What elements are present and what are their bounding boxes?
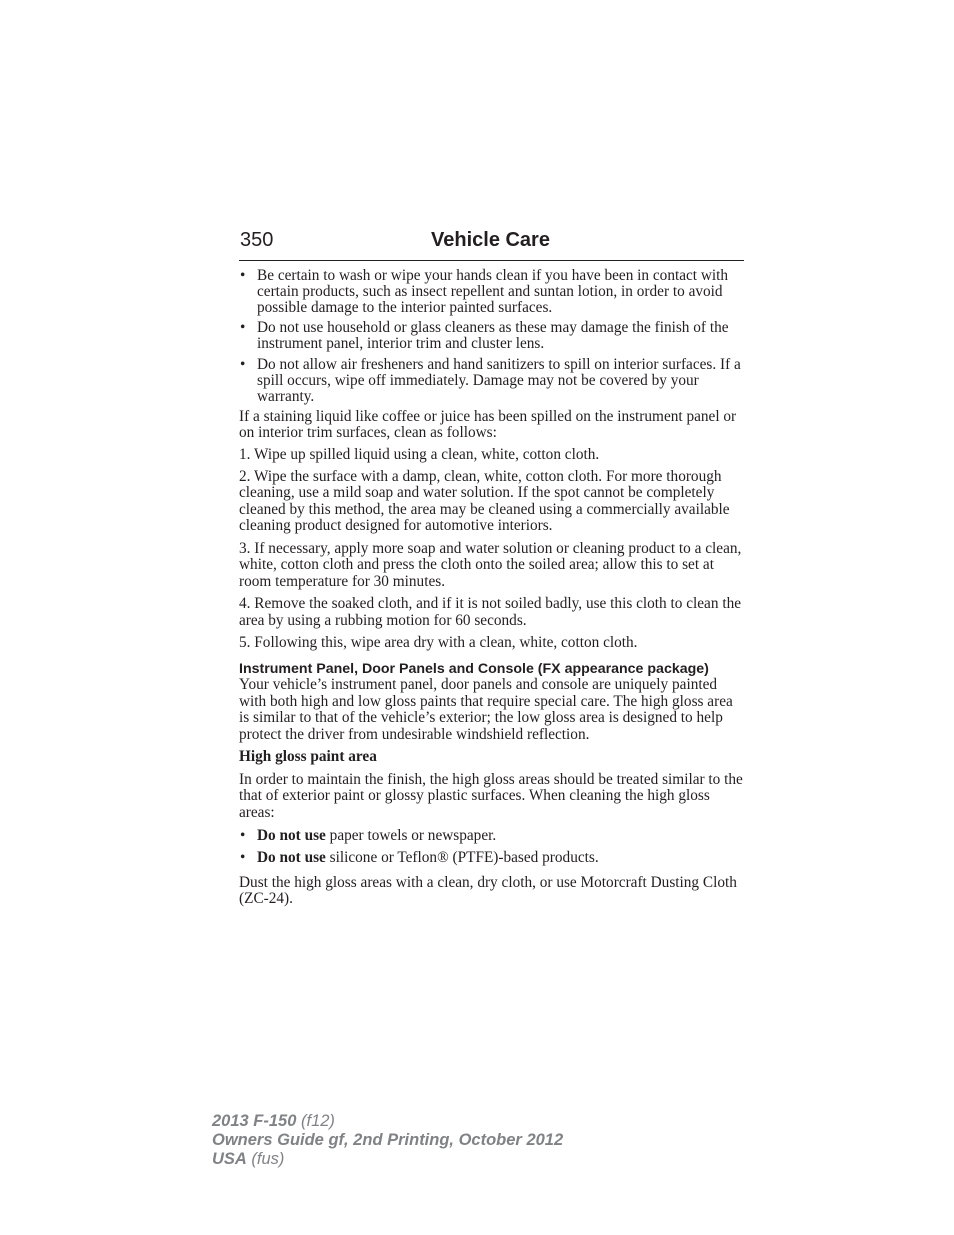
fx-intro: Your vehicle’s instrument panel, door panels and console are uniquely painted with both high and low gloss paints that require special care. The high gloss area is similar to that of the vehicle’s exterior; the low gloss area is designed to help protect the driver from undesirable windshield reflection. — [239, 676, 733, 743]
page-number: 350 — [240, 229, 274, 251]
maintain-text: In order to maintain the finish, the high gloss areas should be treated similar to the that of exterior paint or glossy plastic surfaces. When cleaning the high gloss areas: — [239, 770, 743, 821]
list-item: • Do not allow air fresheners and hand sanitizers to spill on interior surfaces. If a spill occurs, wipe off immediately. Damage may not be covered by your warranty. — [240, 355, 741, 405]
footer-model-line: 2013 F-150 (f12) — [212, 1112, 335, 1130]
bullet-icon: • — [240, 267, 246, 284]
footer-region-line: USA (fus) — [212, 1150, 285, 1168]
precautions-list — [239, 268, 745, 404]
list-item: • Do not use household or glass cleaners as these may damage the finish of the instrument panel, interior trim and cluster lens. — [240, 319, 729, 353]
footer-guide-line: Owners Guide gf, 2nd Printing, October 2012 — [212, 1131, 564, 1149]
step-4: 4. Remove the soaked cloth, and if it is not soiled badly, use this cloth to clean the area by using a rubbing motion for 60 seconds. — [239, 595, 742, 629]
section-title: Vehicle Care — [431, 229, 550, 251]
step-5: 5. Following this, wipe area dry with a clean, white, cotton cloth. — [239, 634, 638, 652]
page-footer — [212, 1112, 563, 1169]
fx-section-heading: Instrument Panel, Door Panels and Console (FX appearance package) — [239, 661, 709, 678]
bullet-icon: • — [240, 355, 246, 373]
page-body — [239, 268, 745, 908]
step-3: 3. If necessary, apply more soap and water solution or cleaning product to a clean, white, cotton cloth and press the cloth onto the soiled area; allow this to set at room temperature for 30 minutes. — [239, 539, 742, 590]
step-2: 2. Wipe the surface with a damp, clean, white, cotton cloth. For more thorough cleaning, use a mild soap and water solution. If the spot cannot be completely cleaned by this method, the area may be cleaned using a commercially available cleaning product designed for automotive interiors. — [239, 467, 730, 535]
list-item: • Do not use paper towels or newspaper. — [240, 827, 497, 845]
page-header — [239, 228, 744, 261]
stain-intro: If a staining liquid like coffee or juice has been spilled on the instrument panel or on interior trim surfaces, clean as follows: — [239, 408, 737, 442]
dust-text: Dust the high gloss areas with a clean, dry cloth, or use Motorcraft Dusting Cloth (ZC-24). — [239, 873, 737, 908]
step-1: 1. Wipe up spilled liquid using a clean, white, cotton cloth. — [239, 445, 600, 463]
bullet-icon: • — [240, 827, 246, 845]
bullet-icon: • — [240, 849, 246, 867]
cleaning-steps — [239, 447, 745, 651]
list-item: • Be certain to wash or wipe your hands clean if you have been in contact with certain products, such as insect repellent and suntan lotion, in order to avoid possible damage to the interior painted surfaces. — [240, 267, 729, 316]
high-gloss-list — [239, 828, 745, 866]
high-gloss-subheading: High gloss paint area — [239, 748, 377, 766]
bullet-icon: • — [240, 319, 246, 337]
list-item: • Do not use silicone or Teflon® (PTFE)-based products. — [240, 849, 599, 867]
